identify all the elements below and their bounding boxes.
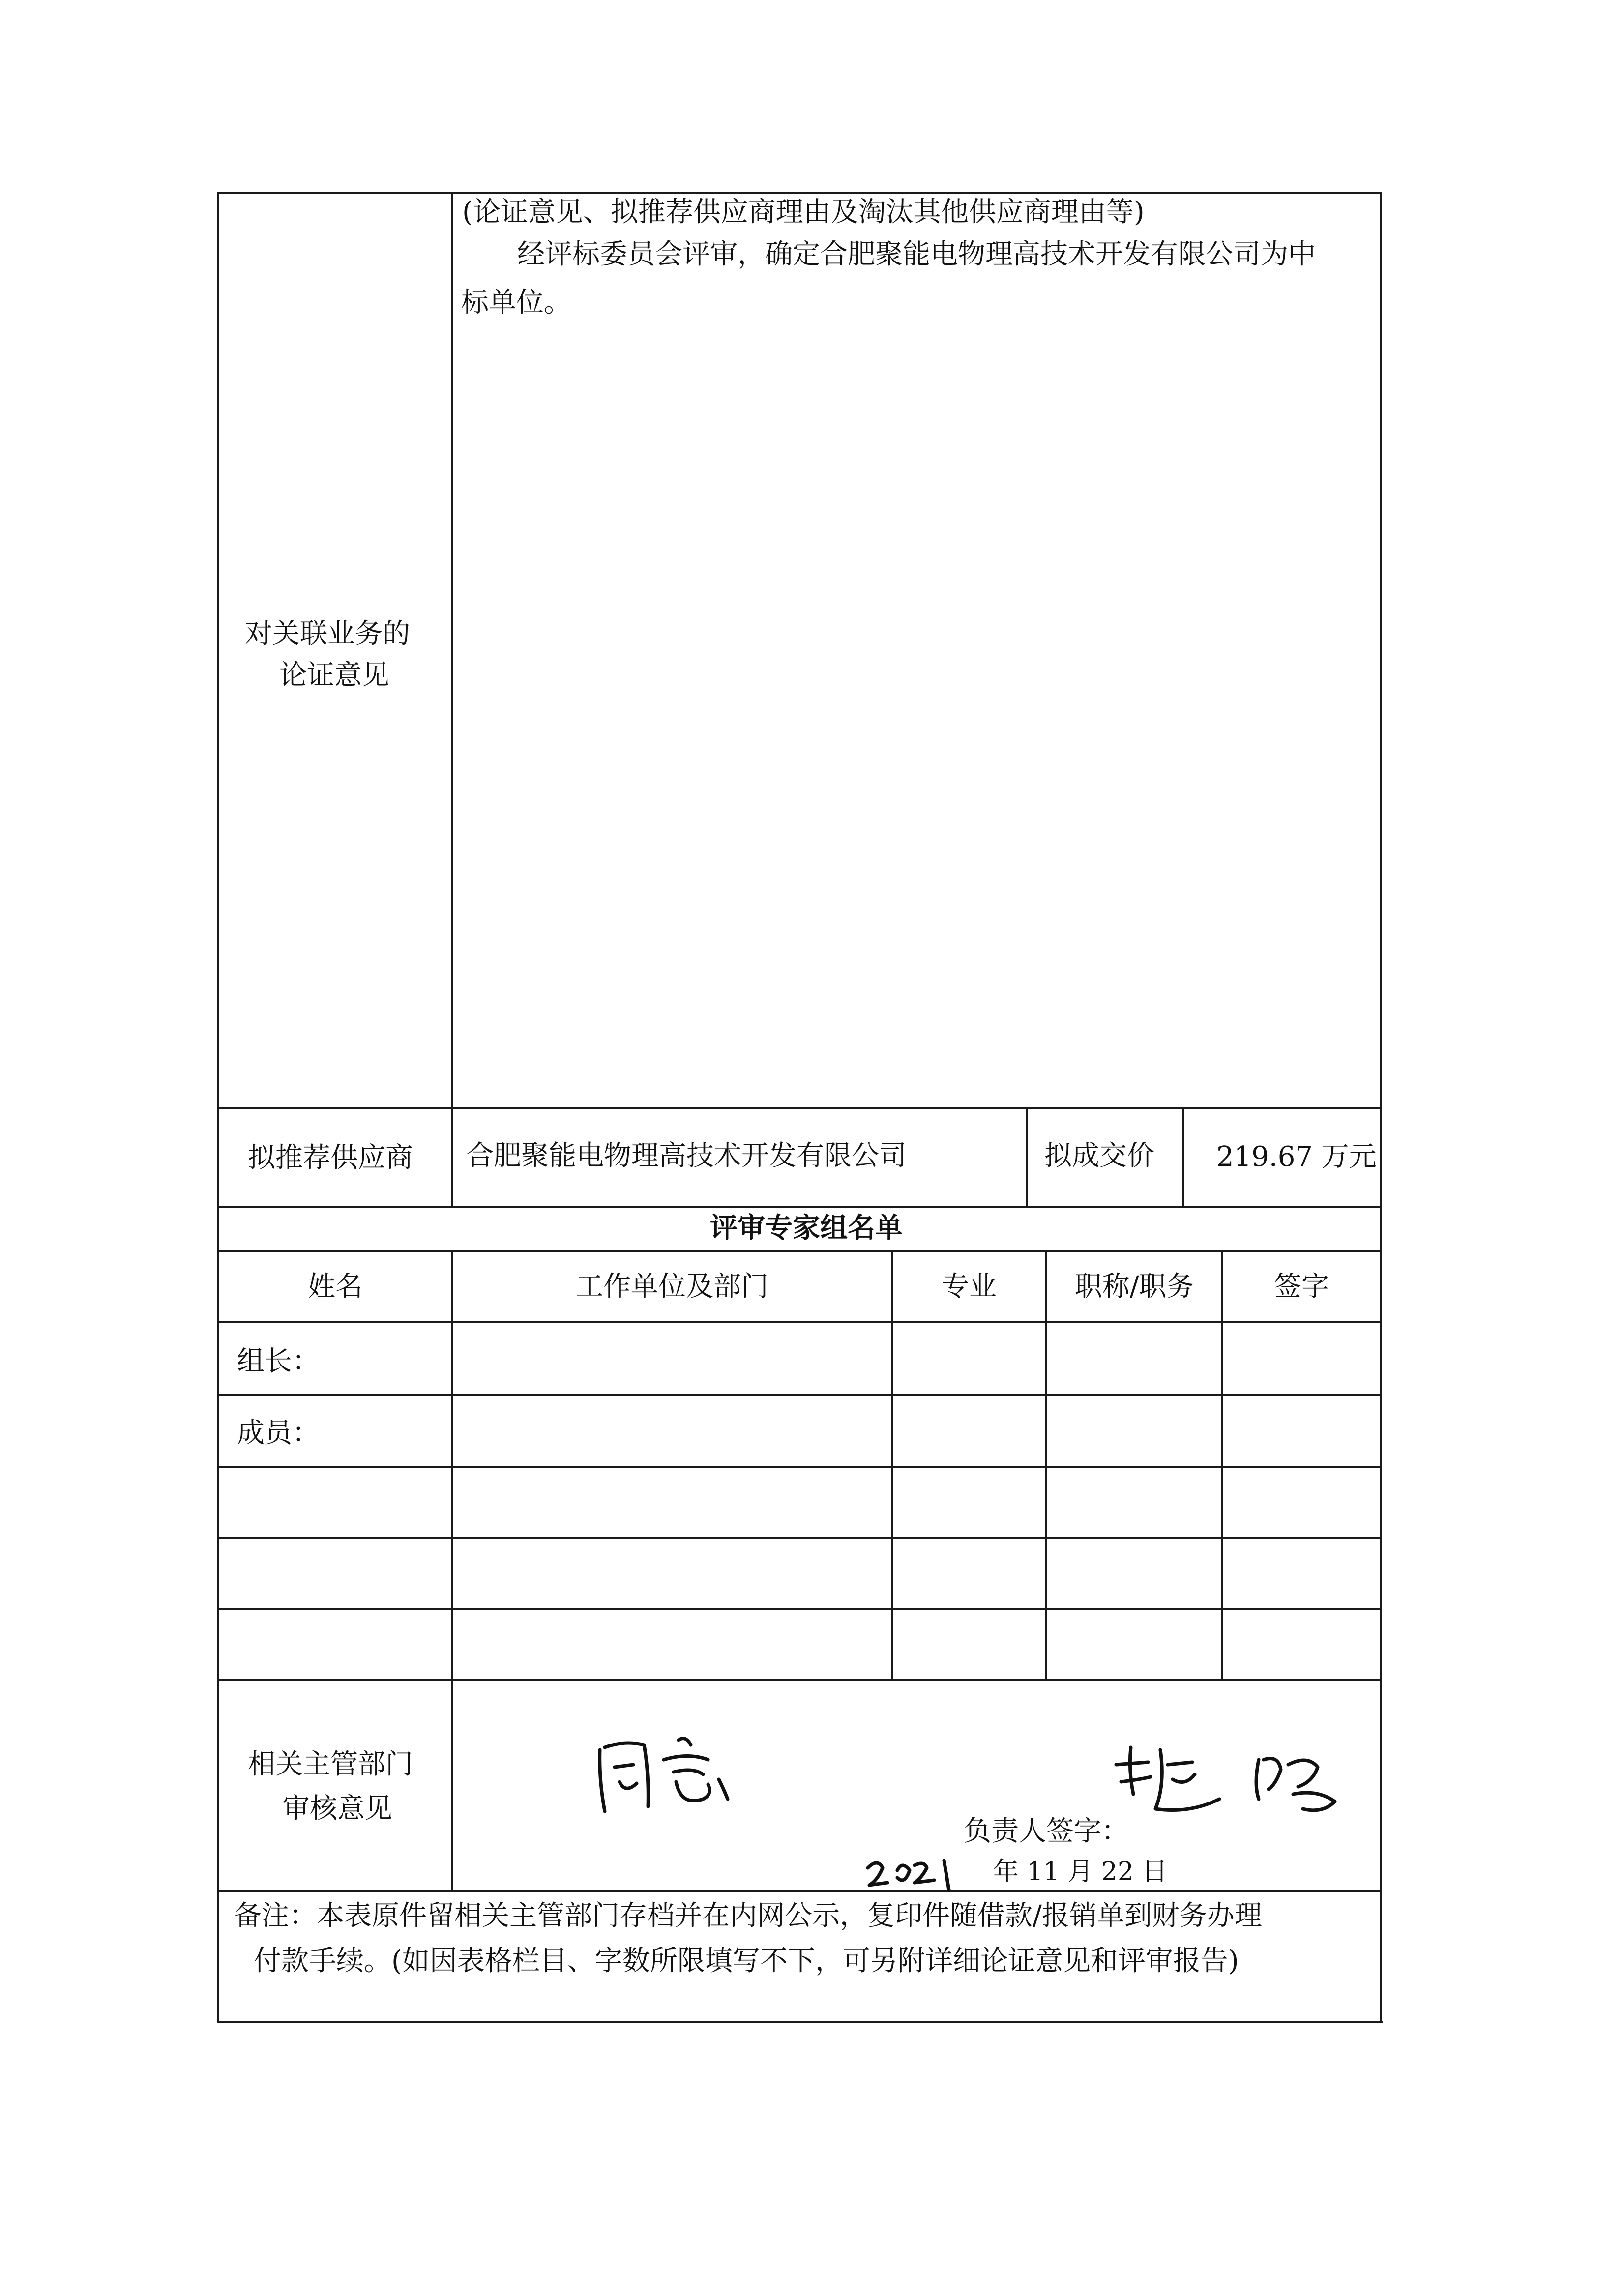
name-column-divider — [451, 1250, 453, 1891]
price-value-divider — [1182, 1107, 1184, 1207]
header-name: 姓名 — [308, 1271, 363, 1303]
unit-column-divider — [891, 1250, 893, 1680]
handwritten-date-year — [865, 1853, 964, 1892]
row-label-opinion-1: 对关联业务的 — [245, 618, 410, 650]
row-divider-5 — [217, 1679, 1381, 1681]
header-specialty: 专业 — [942, 1271, 997, 1303]
row-member-label: 成员： — [237, 1417, 320, 1449]
table-top-border — [217, 192, 1381, 194]
price-label-divider — [1026, 1107, 1028, 1207]
table-bottom-border — [219, 2021, 1383, 2023]
opinion-text-line1: 经评标委员会评审，确定合肥聚能电物理高技术开发有限公司为中 — [517, 238, 1316, 270]
supplier-label: 拟推荐供应商 — [248, 1142, 413, 1174]
date-text: 年 11 月 22 日 — [993, 1857, 1168, 1887]
row-label-opinion-2: 论证意见 — [279, 659, 389, 691]
row-divider-3 — [217, 1537, 1381, 1539]
row-divider-approval — [217, 1890, 1381, 1892]
handwritten-manager-signature — [1111, 1740, 1342, 1824]
approval-label-2: 审核意见 — [282, 1793, 392, 1825]
title-column-divider — [1221, 1250, 1223, 1680]
row-leader-label: 组长： — [237, 1345, 320, 1377]
row-divider-opinion — [217, 1107, 1381, 1109]
handwritten-approval-signature — [590, 1725, 738, 1819]
header-title: 职称/职务 — [1074, 1271, 1194, 1303]
specialty-column-divider — [1045, 1250, 1047, 1680]
header-unit: 工作单位及部门 — [576, 1271, 768, 1303]
row-divider-supplier — [217, 1206, 1381, 1208]
signer-label: 负责人签字： — [964, 1815, 1129, 1847]
panel-title: 评审专家组名单 — [710, 1212, 903, 1244]
note-line-1: 备注：本表原件留相关主管部门存档并在内网公示，复印件随借款/报销单到财务办理 — [234, 1900, 1262, 1932]
row-divider-2 — [217, 1466, 1381, 1468]
row-divider-header — [217, 1321, 1381, 1323]
approval-label-1: 相关主管部门 — [248, 1748, 413, 1780]
header-signature: 签字 — [1274, 1271, 1329, 1303]
opinion-prompt: (论证意见、拟推荐供应商理由及淘汰其他供应商理由等) — [462, 196, 1145, 228]
price-value: 219.67 万元 — [1216, 1141, 1377, 1173]
note-line-2: 付款手续。(如因表格栏目、字数所限填写不下，可另附详细论证意见和评审报告) — [254, 1945, 1239, 1977]
row-divider-panel-title — [217, 1250, 1381, 1252]
row-divider-1 — [217, 1394, 1381, 1396]
row-divider-4 — [217, 1608, 1381, 1610]
opinion-text-line2: 标单位。 — [461, 287, 571, 319]
supplier-name: 合肥聚能电物理高技术开发有限公司 — [466, 1140, 907, 1172]
price-label: 拟成交价 — [1044, 1140, 1154, 1172]
label-column-divider-top — [451, 192, 453, 1207]
